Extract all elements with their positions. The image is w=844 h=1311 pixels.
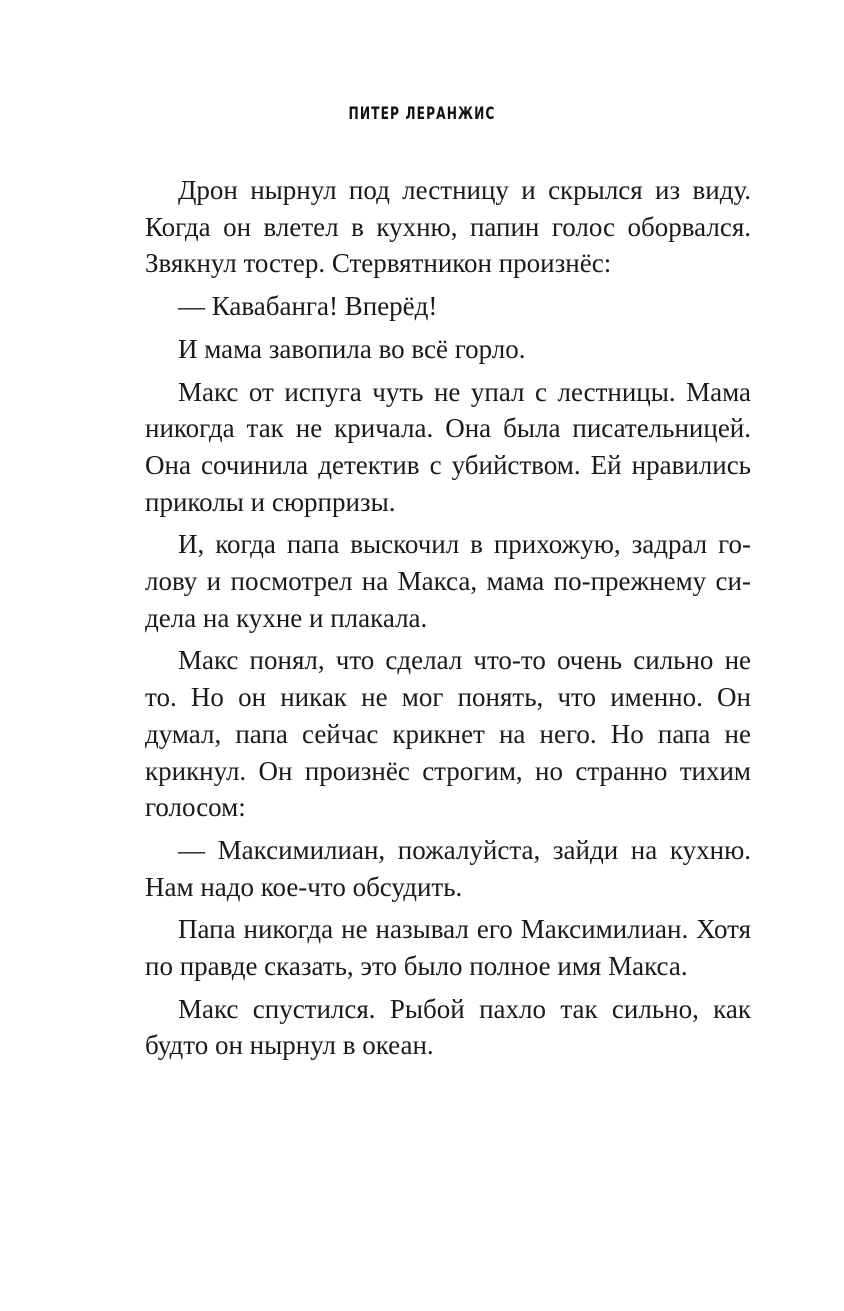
running-head-author: ПИТЕР ЛЕРАНЖИС <box>348 104 496 124</box>
paragraph: Макс спустился. Рыбой пахло так сильно, как будто он нырнул в океан. <box>145 993 751 1061</box>
body-text <box>145 172 751 1070</box>
paragraph: И мама завопила во всё горло. <box>178 333 526 364</box>
paragraph: И, когда папа выскочил в прихожую, задрал голову и посмотрел на Макса, мама по-прежнему сидела на кухне и плакала. <box>145 529 751 633</box>
paragraph: — Кавабанга! Вперёд! <box>178 291 438 322</box>
paragraph: Макс от испуга чуть не упал с лестницы. Мама никогда так не кричала. Она была писательницей. Она сочинила детектив с убийством. Ей нравились приколы и сюрпризы. <box>145 376 751 517</box>
paragraph: — Максимилиан, пожалуйста, зайди на кухню. Нам надо кое-что обсудить. <box>145 834 751 902</box>
paragraph: Папа никогда не называл его Максимилиан. Хотя по правде сказать, это было полное имя Макса. <box>145 914 751 982</box>
paragraph: Макс понял, что сделал что-то очень сильно не то. Но он никак не мог понять, что именно. Он думал, папа сейчас крикнет на него. Но папа не крикнул. Он произнёс строгим, но странно тихим голосом: <box>145 645 751 823</box>
paragraph: Дрон нырнул под лестницу и скрылся из виду. Когда он влетел в кухню, папин голос оборвался. Звякнул тостер. Стервятникон произнёс: <box>145 175 751 279</box>
